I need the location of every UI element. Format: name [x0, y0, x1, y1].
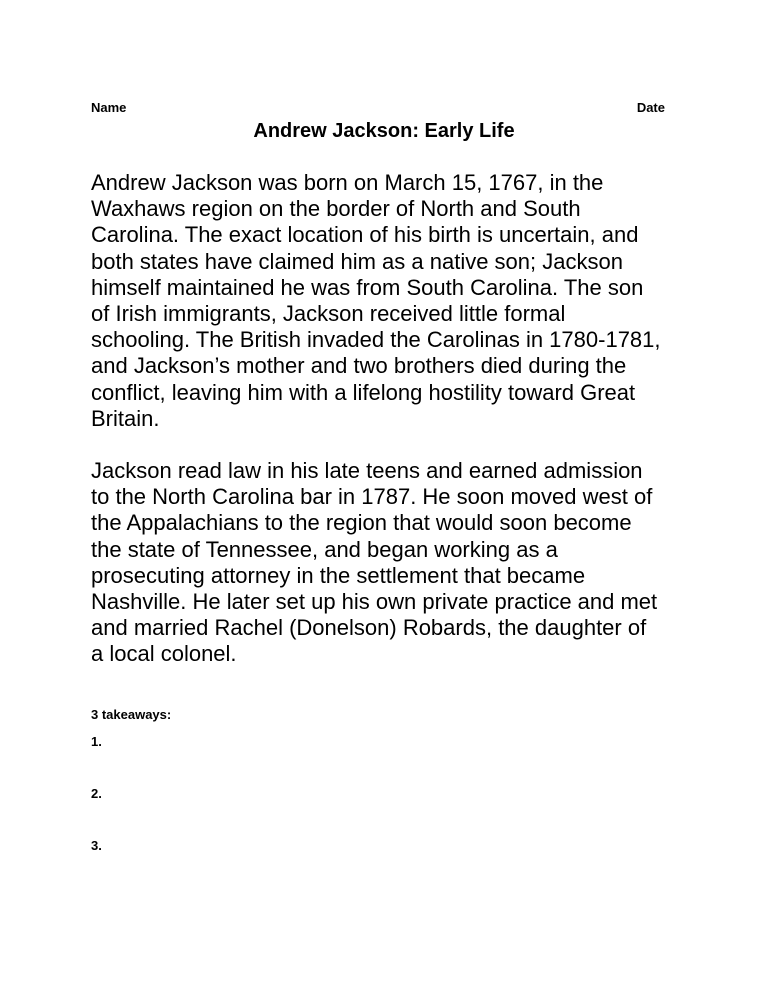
takeaway-item-1: 1.	[91, 734, 102, 749]
paragraph-line: the Appalachians to the region that would soon become	[91, 510, 632, 536]
paragraph-line: Andrew Jackson was born on March 15, 1767, in the	[91, 170, 604, 195]
takeaway-item-2: 2.	[91, 786, 102, 801]
date-label: Date	[636, 100, 665, 115]
paragraph-line: and married Rachel (Donelson) Robards, the daughter of	[91, 615, 647, 641]
paragraph-law-career	[91, 458, 691, 668]
paragraph-line: a local colonel.	[91, 641, 237, 667]
paragraph-line: of Irish immigrants, Jackson received little formal	[91, 301, 566, 327]
paragraph-line: Carolina. The exact location of his birth is uncertain, and	[91, 222, 639, 248]
paragraph-line: the state of Tennessee, and began working as a	[91, 536, 558, 562]
paragraph-line: Waxhaws region on the border of North and South	[91, 196, 581, 222]
paragraph-line: conflict, leaving him with a lifelong hostility toward Great	[91, 379, 636, 405]
paragraph-early-life	[91, 170, 691, 432]
paragraph-line: Jackson read law in his late teens and earned admission	[91, 458, 643, 483]
page-title: Andrew Jackson: Early Life	[253, 120, 515, 142]
name-label: Name	[91, 100, 127, 115]
paragraph-line: both states have claimed him as a native son; Jackson	[91, 248, 623, 274]
takeaways-heading: 3 takeaways:	[91, 707, 172, 722]
paragraph-line: schooling. The British invaded the Carolinas in 1780-1781,	[91, 327, 661, 353]
paragraph-line: to the North Carolina bar in 1787. He soon moved west of	[91, 484, 653, 510]
paragraph-line: prosecuting attorney in the settlement that became	[91, 562, 586, 588]
paragraph-line: and Jackson’s mother and two brothers died during the	[91, 353, 627, 379]
paragraph-line: Nashville. He later set up his own private practice and met	[91, 589, 658, 615]
takeaway-item-3: 3.	[91, 838, 102, 853]
paragraph-line: himself maintained he was from South Carolina. The son	[91, 274, 644, 300]
paragraph-line: Britain.	[91, 405, 160, 431]
